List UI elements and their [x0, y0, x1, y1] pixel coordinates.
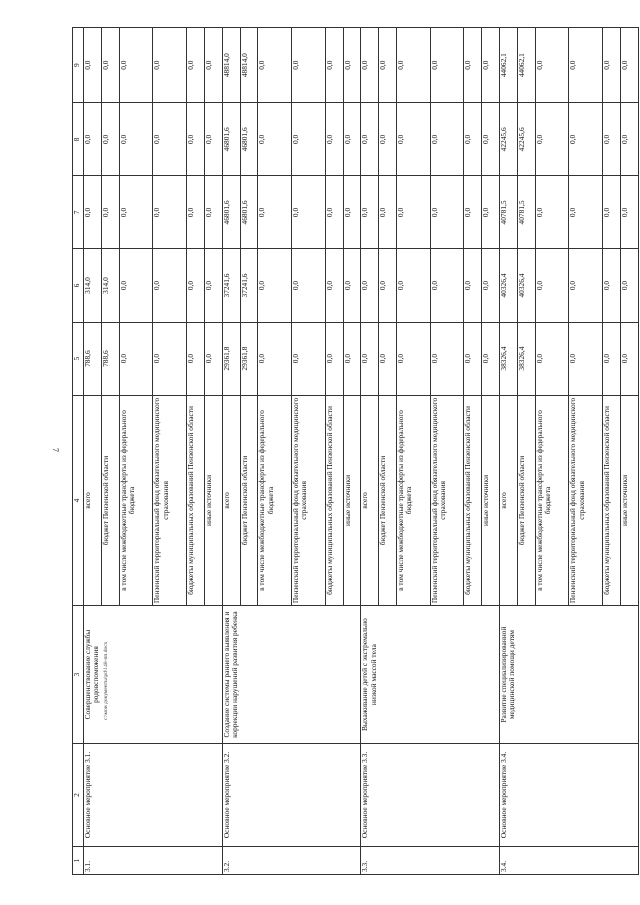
- value-cell: 48814,0: [240, 28, 258, 103]
- value-cell: 0,0: [101, 176, 119, 249]
- funding-source: бюджет Пензенской области: [517, 395, 535, 606]
- value-cell: 44062,1: [500, 28, 518, 103]
- value-cell: 0,0: [397, 322, 431, 395]
- value-cell: 0,0: [187, 28, 205, 103]
- funding-source: всего: [361, 395, 379, 606]
- value-cell: 0,0: [292, 249, 326, 322]
- value-cell: 0,0: [569, 103, 603, 176]
- funding-source: иные источники: [620, 395, 638, 606]
- event-name: Создание системы раннего выявления и коррекции нарушений развития ребенка: [222, 606, 361, 744]
- value-cell: 0,0: [464, 249, 482, 322]
- funding-source: в том числе межбюджетные трансферты из федерального бюджета: [119, 395, 153, 606]
- funding-source: Пензенский территориальный фонд обязательного медицинского страхования: [430, 395, 464, 606]
- value-cell: 0,0: [620, 103, 638, 176]
- footer-file-path: c:\мои документы\pd\148-пп.docx: [103, 641, 109, 720]
- header-cell: 1: [73, 847, 84, 875]
- value-cell: 0,0: [343, 249, 361, 322]
- value-cell: 46801,6: [240, 176, 258, 249]
- value-cell: 0,0: [482, 28, 500, 103]
- header-cell: 4: [73, 395, 84, 606]
- funding-source: всего: [500, 395, 518, 606]
- value-cell: 0,0: [325, 322, 343, 395]
- value-cell: 29361,8: [240, 322, 258, 395]
- value-cell: 0,0: [119, 322, 153, 395]
- value-cell: 46801,6: [222, 176, 240, 249]
- value-cell: 0,0: [361, 103, 379, 176]
- value-cell: 40326,4: [517, 249, 535, 322]
- value-cell: 0,0: [325, 103, 343, 176]
- value-cell: 0,0: [430, 28, 464, 103]
- funding-source: иные источники: [343, 395, 361, 606]
- value-cell: 0,0: [569, 176, 603, 249]
- value-cell: 0,0: [187, 322, 205, 395]
- value-cell: 0,0: [379, 322, 397, 395]
- value-cell: 0,0: [84, 28, 102, 103]
- value-cell: 0,0: [464, 103, 482, 176]
- funding-source: бюджеты муниципальных образований Пензенской области: [464, 395, 482, 606]
- value-cell: 0,0: [379, 176, 397, 249]
- item-number: 3.4.: [500, 847, 639, 875]
- header-row: [73, 28, 84, 875]
- value-cell: 0,0: [361, 28, 379, 103]
- value-cell: 0,0: [119, 249, 153, 322]
- value-cell: 46801,6: [240, 103, 258, 176]
- item-number: 3.2.: [222, 847, 361, 875]
- value-cell: 0,0: [153, 249, 187, 322]
- value-cell: 0,0: [464, 322, 482, 395]
- value-cell: 40781,5: [517, 176, 535, 249]
- funding-source: Пензенский территориальный фонд обязательного медицинского страхования: [153, 395, 187, 606]
- value-cell: 0,0: [379, 28, 397, 103]
- page-number: 7: [51, 448, 60, 452]
- value-cell: 0,0: [204, 322, 222, 395]
- value-cell: 0,0: [535, 28, 569, 103]
- value-cell: 0,0: [430, 322, 464, 395]
- value-cell: 44062,1: [517, 28, 535, 103]
- table-row: [84, 28, 102, 875]
- item-number: 3.1.: [84, 847, 223, 875]
- value-cell: 0,0: [204, 249, 222, 322]
- value-cell: 0,0: [535, 322, 569, 395]
- value-cell: 0,0: [361, 249, 379, 322]
- value-cell: 38326,4: [517, 322, 535, 395]
- value-cell: 0,0: [153, 103, 187, 176]
- value-cell: 0,0: [430, 176, 464, 249]
- funding-table: [72, 27, 639, 875]
- header-cell: 3: [73, 606, 84, 744]
- header-cell: 6: [73, 249, 84, 322]
- value-cell: 0,0: [258, 176, 292, 249]
- value-cell: 0,0: [187, 103, 205, 176]
- funding-source: Пензенский территориальный фонд обязательного медицинского страхования: [569, 395, 603, 606]
- value-cell: 788,6: [84, 322, 102, 395]
- item-number: 3.3.: [361, 847, 500, 875]
- value-cell: 0,0: [292, 176, 326, 249]
- value-cell: 0,0: [258, 249, 292, 322]
- value-cell: 0,0: [535, 103, 569, 176]
- value-cell: 788,6: [101, 322, 119, 395]
- value-cell: 0,0: [620, 176, 638, 249]
- value-cell: 0,0: [84, 103, 102, 176]
- value-cell: 0,0: [603, 249, 621, 322]
- value-cell: 0,0: [153, 176, 187, 249]
- value-cell: 0,0: [187, 176, 205, 249]
- value-cell: 0,0: [292, 322, 326, 395]
- value-cell: 48814,0: [222, 28, 240, 103]
- funding-source: бюджеты муниципальных образований Пензенской области: [325, 395, 343, 606]
- value-cell: 38326,4: [500, 322, 518, 395]
- rotated-table-wrapper: [72, 27, 639, 875]
- event-title: Основное мероприятие 3.1.: [84, 743, 223, 846]
- value-cell: 0,0: [343, 103, 361, 176]
- funding-source: бюджеты муниципальных образований Пензенской области: [603, 395, 621, 606]
- value-cell: 0,0: [101, 103, 119, 176]
- funding-source: в том числе межбюджетные трансферты из федерального бюджета: [397, 395, 431, 606]
- value-cell: 0,0: [535, 176, 569, 249]
- value-cell: 0,0: [603, 176, 621, 249]
- value-cell: 0,0: [204, 28, 222, 103]
- value-cell: 46801,6: [222, 103, 240, 176]
- event-title: Основное мероприятие 3.4.: [500, 743, 639, 846]
- value-cell: 0,0: [397, 103, 431, 176]
- event-name: Выхаживание детей с экстремально низкой массой тела: [361, 606, 500, 744]
- value-cell: 40781,5: [500, 176, 518, 249]
- value-cell: 0,0: [482, 249, 500, 322]
- event-title: Основное мероприятие 3.2.: [222, 743, 361, 846]
- value-cell: 0,0: [482, 103, 500, 176]
- header-cell: 9: [73, 28, 84, 103]
- value-cell: 0,0: [325, 249, 343, 322]
- funding-source: в том числе межбюджетные трансферты из федерального бюджета: [535, 395, 569, 606]
- table-row: [361, 28, 379, 875]
- funding-source: бюджет Пензенской области: [101, 395, 119, 606]
- funding-source: Пензенский территориальный фонд обязательного медицинского страхования: [292, 395, 326, 606]
- value-cell: 0,0: [292, 103, 326, 176]
- value-cell: 0,0: [119, 28, 153, 103]
- value-cell: 37241,6: [240, 249, 258, 322]
- value-cell: 0,0: [343, 322, 361, 395]
- value-cell: 0,0: [258, 28, 292, 103]
- funding-source: бюджет Пензенской области: [240, 395, 258, 606]
- value-cell: 0,0: [430, 249, 464, 322]
- value-cell: 0,0: [379, 103, 397, 176]
- funding-source: всего: [84, 395, 102, 606]
- funding-source: всего: [222, 395, 240, 606]
- value-cell: 0,0: [258, 103, 292, 176]
- value-cell: 0,0: [620, 249, 638, 322]
- funding-source: иные источники: [482, 395, 500, 606]
- value-cell: 0,0: [397, 176, 431, 249]
- table-row: [500, 28, 518, 875]
- value-cell: 314,0: [84, 249, 102, 322]
- value-cell: 0,0: [204, 176, 222, 249]
- value-cell: 0,0: [603, 103, 621, 176]
- value-cell: 0,0: [292, 28, 326, 103]
- value-cell: 0,0: [569, 322, 603, 395]
- value-cell: 0,0: [482, 176, 500, 249]
- event-name: Совершенствование службы родовспоможения: [84, 606, 223, 744]
- value-cell: 0,0: [361, 322, 379, 395]
- value-cell: 0,0: [101, 28, 119, 103]
- value-cell: 40326,4: [500, 249, 518, 322]
- value-cell: 0,0: [187, 249, 205, 322]
- funding-source: бюджеты муниципальных образований Пензенской области: [187, 395, 205, 606]
- value-cell: 0,0: [603, 322, 621, 395]
- value-cell: 0,0: [603, 28, 621, 103]
- event-name: Развитие специализированной медицинской помощи детям: [500, 606, 639, 744]
- value-cell: 0,0: [379, 249, 397, 322]
- value-cell: 0,0: [343, 176, 361, 249]
- value-cell: 0,0: [84, 176, 102, 249]
- value-cell: 0,0: [482, 322, 500, 395]
- value-cell: 0,0: [464, 176, 482, 249]
- value-cell: 37241,6: [222, 249, 240, 322]
- header-cell: 8: [73, 103, 84, 176]
- value-cell: 0,0: [153, 322, 187, 395]
- funding-source: бюджет Пензенской области: [379, 395, 397, 606]
- value-cell: 0,0: [153, 28, 187, 103]
- funding-source: в том числе межбюджетные трансферты из федерального бюджета: [258, 395, 292, 606]
- value-cell: 29361,8: [222, 322, 240, 395]
- value-cell: 0,0: [464, 28, 482, 103]
- value-cell: 0,0: [397, 249, 431, 322]
- value-cell: 0,0: [119, 176, 153, 249]
- value-cell: 0,0: [325, 176, 343, 249]
- funding-source: иные источники: [204, 395, 222, 606]
- value-cell: 42245,6: [517, 103, 535, 176]
- value-cell: 0,0: [343, 28, 361, 103]
- value-cell: 0,0: [119, 103, 153, 176]
- value-cell: 0,0: [569, 249, 603, 322]
- event-title: Основное мероприятие 3.3.: [361, 743, 500, 846]
- value-cell: 0,0: [569, 28, 603, 103]
- value-cell: 0,0: [397, 28, 431, 103]
- value-cell: 0,0: [204, 103, 222, 176]
- value-cell: 0,0: [620, 28, 638, 103]
- value-cell: 314,0: [101, 249, 119, 322]
- value-cell: 0,0: [258, 322, 292, 395]
- header-cell: 5: [73, 322, 84, 395]
- value-cell: 0,0: [620, 322, 638, 395]
- value-cell: 0,0: [361, 176, 379, 249]
- value-cell: 0,0: [325, 28, 343, 103]
- header-cell: 2: [73, 743, 84, 846]
- value-cell: 42245,6: [500, 103, 518, 176]
- table-row: [222, 28, 240, 875]
- value-cell: 0,0: [535, 249, 569, 322]
- header-cell: 7: [73, 176, 84, 249]
- value-cell: 0,0: [430, 103, 464, 176]
